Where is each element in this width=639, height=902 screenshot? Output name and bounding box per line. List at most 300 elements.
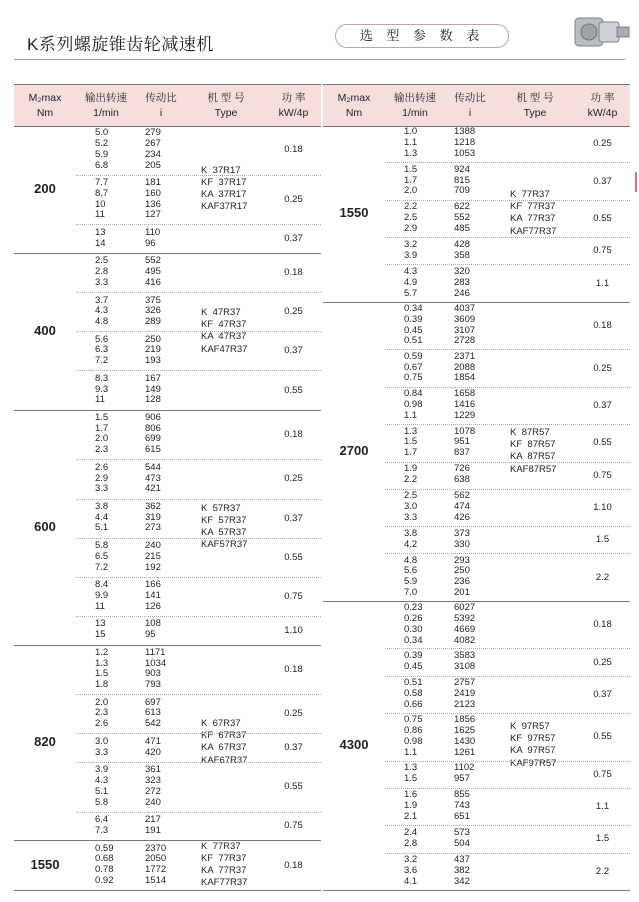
speed-values bbox=[95, 619, 135, 641]
speed-block bbox=[385, 489, 576, 527]
type-code: KF 97R57 bbox=[510, 733, 556, 745]
speed-block bbox=[76, 499, 267, 539]
ratio-values bbox=[454, 603, 498, 646]
model-group bbox=[14, 253, 321, 411]
speed-values bbox=[404, 651, 444, 673]
ratio-values bbox=[145, 374, 189, 406]
speed-block bbox=[76, 459, 267, 499]
ratio-value: 3107 bbox=[454, 324, 476, 336]
header-ratio-line: 传动比 bbox=[145, 91, 177, 104]
ratio-value: 837 bbox=[454, 447, 470, 459]
ratio-value: 2728 bbox=[454, 335, 476, 347]
power-value: 0.37 bbox=[266, 331, 321, 371]
power-value: 1.1 bbox=[575, 788, 630, 826]
speed-value: 1.7 bbox=[404, 174, 418, 186]
ratio-value: 126 bbox=[145, 600, 161, 612]
power-value: 0.75 bbox=[575, 462, 630, 490]
speed-value: 1.5 bbox=[404, 773, 418, 785]
ratio-values bbox=[145, 844, 189, 887]
ratio-values bbox=[454, 790, 498, 822]
speed-value: 1.9 bbox=[404, 800, 418, 812]
speed-value: 2.0 bbox=[404, 185, 418, 197]
power-value: 0.37 bbox=[575, 162, 630, 200]
model-group bbox=[323, 302, 630, 602]
speed-value: 7.2 bbox=[95, 561, 109, 573]
ratio-value: 382 bbox=[454, 864, 470, 876]
type-code: K 77R37 bbox=[510, 189, 550, 201]
power-value: 2.2 bbox=[595, 571, 610, 583]
ratio-value: 320 bbox=[454, 265, 470, 277]
speed-value: 0.98 bbox=[404, 735, 423, 747]
speed-value: 0.26 bbox=[404, 612, 423, 624]
ratio-values bbox=[454, 491, 498, 523]
ratio-value: 2419 bbox=[454, 688, 476, 700]
speed-values bbox=[95, 580, 135, 612]
ratio-values bbox=[454, 240, 498, 262]
speed-block bbox=[76, 733, 267, 763]
ratio-value: 192 bbox=[145, 561, 161, 573]
speed-value: 4.3 bbox=[95, 775, 109, 787]
speed-block bbox=[385, 553, 576, 601]
ratio-value: 903 bbox=[145, 668, 161, 680]
power-value: 1.1 bbox=[595, 277, 610, 289]
ratio-value: 149 bbox=[145, 383, 161, 395]
speed-value: 11 bbox=[95, 394, 105, 406]
ratio-values bbox=[454, 678, 498, 710]
header-ratio-line: 传动比 bbox=[454, 91, 486, 104]
ratio-values bbox=[145, 815, 189, 837]
ratio-value: 815 bbox=[454, 174, 470, 186]
speed-value: 2.6 bbox=[95, 718, 109, 730]
ratio-value: 1430 bbox=[454, 735, 476, 747]
speed-value: 1.3 bbox=[404, 148, 418, 160]
page-title: K系列螺旋锥齿轮减速机 bbox=[27, 35, 214, 54]
speed-value: 2.3 bbox=[95, 707, 109, 719]
speed-value: 5.6 bbox=[404, 565, 418, 577]
power-value: 1.5 bbox=[575, 526, 630, 554]
speed-value: 2.6 bbox=[95, 461, 109, 473]
ratio-value: 485 bbox=[454, 222, 470, 234]
ratio-value: 1625 bbox=[454, 725, 476, 737]
ratio-value: 697 bbox=[145, 696, 161, 708]
header-type-line: Type bbox=[523, 106, 547, 119]
ratio-value: 699 bbox=[145, 433, 161, 445]
type-code: KF 87R57 bbox=[510, 439, 556, 451]
header-type-line: 机 型 号 bbox=[516, 91, 554, 104]
power-value: 0.55 bbox=[575, 200, 630, 238]
header-speed-line: 1/min bbox=[93, 106, 119, 119]
power-value: 0.55 bbox=[575, 424, 630, 462]
ratio-value: 250 bbox=[145, 333, 161, 345]
speed-value: 4.8 bbox=[404, 554, 418, 566]
ratio-value: 638 bbox=[454, 474, 470, 486]
speed-values bbox=[404, 790, 444, 822]
power-value: 0.37 bbox=[266, 733, 321, 763]
speed-value: 6.8 bbox=[95, 159, 109, 171]
speed-value: 1.3 bbox=[95, 657, 109, 669]
power-value: 0.55 bbox=[266, 538, 321, 578]
ratio-value: 542 bbox=[145, 718, 161, 730]
ratio-values bbox=[145, 463, 189, 495]
model-group bbox=[14, 840, 321, 890]
ratio-value: 1034 bbox=[145, 657, 167, 669]
ratio-values bbox=[145, 541, 189, 573]
power-value: 0.75 bbox=[575, 237, 630, 265]
ratio-value: 1514 bbox=[145, 874, 167, 886]
ratio-value: 128 bbox=[145, 394, 161, 406]
speed-value: 3.8 bbox=[95, 500, 109, 512]
speed-value: 6.3 bbox=[95, 344, 109, 356]
speed-block bbox=[385, 462, 576, 490]
speed-value: 3.9 bbox=[404, 249, 418, 261]
speed-values bbox=[404, 202, 444, 234]
ratio-value: 924 bbox=[454, 163, 470, 175]
type-code: KA 97R57 bbox=[510, 745, 556, 757]
speed-block bbox=[385, 125, 576, 163]
ratio-value: 1078 bbox=[454, 425, 476, 437]
ratio-values bbox=[145, 178, 189, 221]
ratio-values bbox=[145, 580, 189, 612]
power-value: 1.5 bbox=[575, 825, 630, 853]
speed-value: 3.8 bbox=[404, 528, 418, 539]
ratio-value: 289 bbox=[145, 316, 161, 328]
type-code: KAF67R37 bbox=[201, 754, 248, 766]
speed-block bbox=[385, 676, 576, 714]
mmax-value: 200 bbox=[34, 181, 56, 197]
speed-values bbox=[95, 844, 135, 887]
power-value: 0.25 bbox=[266, 292, 321, 332]
header-power-line: 功 率 bbox=[590, 91, 615, 104]
speed-block bbox=[76, 331, 267, 371]
speed-value: 3.7 bbox=[95, 294, 109, 306]
ratio-value: 166 bbox=[145, 579, 161, 591]
speed-block bbox=[76, 224, 267, 253]
header-type-line: Type bbox=[214, 106, 238, 119]
ratio-value: 709 bbox=[454, 185, 470, 197]
mmax-value: 1550 bbox=[30, 857, 60, 873]
speed-value: 3.3 bbox=[95, 746, 109, 758]
mmax-value: 600 bbox=[34, 519, 56, 535]
power-value: 0.37 bbox=[266, 499, 321, 539]
ratio-values bbox=[454, 651, 498, 673]
speed-value: 1.7 bbox=[404, 447, 418, 459]
model-group bbox=[323, 125, 630, 303]
speed-block bbox=[76, 840, 267, 890]
power-value: 0.18 bbox=[575, 601, 630, 650]
side-marker bbox=[635, 172, 637, 192]
header-ratio-line: i bbox=[159, 106, 163, 119]
speed-values bbox=[95, 815, 135, 837]
power-value: 0.18 bbox=[266, 253, 321, 293]
speed-value: 3.6 bbox=[404, 864, 418, 876]
header-ratio bbox=[445, 85, 495, 126]
speed-value: 0.58 bbox=[404, 688, 423, 700]
type-code: K 77R37 bbox=[201, 840, 241, 852]
speed-values bbox=[404, 529, 444, 551]
ratio-value: 552 bbox=[145, 255, 161, 267]
speed-block bbox=[385, 825, 576, 853]
speed-value: 2.0 bbox=[95, 433, 109, 445]
ratio-value: 4669 bbox=[454, 623, 476, 635]
speed-value: 1.2 bbox=[95, 646, 109, 658]
speed-value: 4.1 bbox=[404, 875, 418, 887]
speed-block bbox=[385, 853, 576, 890]
ratio-value: 421 bbox=[145, 483, 161, 495]
speed-value: 3.3 bbox=[404, 511, 418, 523]
ratio-value: 181 bbox=[145, 177, 161, 188]
speed-value: 3.0 bbox=[95, 735, 109, 747]
speed-values bbox=[404, 267, 444, 299]
ratio-value: 95 bbox=[145, 629, 156, 641]
speed-value: 1.5 bbox=[95, 668, 109, 680]
speed-values bbox=[404, 127, 444, 159]
type-code: KA 77R37 bbox=[201, 865, 247, 877]
speed-value: 0.45 bbox=[404, 661, 423, 673]
speed-value: 8.4 bbox=[95, 579, 109, 591]
power-value: 0.25 bbox=[266, 694, 321, 734]
speed-value: 1.9 bbox=[404, 463, 418, 475]
speed-value: 1.0 bbox=[404, 126, 418, 138]
ratio-value: 3583 bbox=[454, 650, 476, 662]
speed-value: 9.3 bbox=[95, 383, 109, 395]
speed-values bbox=[95, 128, 135, 171]
ratio-value: 1229 bbox=[454, 409, 476, 421]
speed-value: 3.3 bbox=[95, 483, 109, 495]
speed-values bbox=[404, 240, 444, 262]
header-speed-line: 1/min bbox=[402, 106, 428, 119]
speed-value: 5.8 bbox=[95, 796, 109, 808]
type-code: K 37R17 bbox=[201, 164, 241, 176]
speed-values bbox=[95, 737, 135, 759]
power-value: 0.25 bbox=[266, 459, 321, 499]
ratio-value: 136 bbox=[145, 198, 161, 210]
ratio-value: 2371 bbox=[454, 350, 476, 362]
speed-value: 0.78 bbox=[95, 864, 114, 876]
ratio-value: 2123 bbox=[454, 698, 476, 710]
speed-values bbox=[404, 427, 444, 459]
speed-value: 0.86 bbox=[404, 725, 423, 737]
model-group bbox=[14, 645, 321, 842]
speed-value: 0.68 bbox=[95, 853, 114, 865]
speed-value: 10 bbox=[95, 198, 106, 210]
ratio-values bbox=[145, 765, 189, 808]
ratio-values bbox=[145, 256, 189, 288]
speed-value: 2.5 bbox=[404, 490, 418, 502]
speed-values bbox=[95, 296, 135, 328]
ratio-value: 215 bbox=[145, 550, 161, 562]
speed-block bbox=[385, 387, 576, 425]
type-code: KAF77R37 bbox=[510, 225, 557, 237]
speed-block bbox=[76, 175, 267, 226]
ratio-value: 1171 bbox=[145, 646, 166, 658]
ratio-value: 279 bbox=[145, 127, 161, 139]
type-code: KA 47R37 bbox=[201, 331, 247, 343]
speed-values bbox=[404, 763, 444, 785]
header-type bbox=[495, 85, 575, 126]
speed-value: 0.30 bbox=[404, 623, 423, 635]
power-value: 0.18 bbox=[575, 302, 630, 351]
speed-value: 0.34 bbox=[404, 634, 423, 646]
ratio-values bbox=[145, 296, 189, 328]
ratio-value: 1416 bbox=[454, 399, 476, 411]
ratio-value: 474 bbox=[454, 501, 470, 513]
speed-value: 2.5 bbox=[95, 255, 109, 267]
speed-block bbox=[385, 200, 576, 238]
header-speed bbox=[385, 85, 445, 126]
speed-value: 7.3 bbox=[95, 824, 109, 836]
speed-value: 5.9 bbox=[95, 148, 109, 160]
power-value: 0.25 bbox=[575, 648, 630, 676]
speed-value: 0.51 bbox=[404, 335, 423, 347]
header-power-line: kW/4p bbox=[587, 106, 618, 119]
type-code: KA 77R37 bbox=[510, 213, 556, 225]
speed-block bbox=[385, 162, 576, 200]
ratio-values bbox=[145, 737, 189, 759]
speed-block bbox=[76, 253, 267, 293]
header-mmax-line: Nm bbox=[36, 106, 54, 119]
speed-value: 1.3 bbox=[404, 762, 418, 774]
power-value: 0.37 bbox=[575, 387, 630, 425]
speed-value: 1.6 bbox=[404, 789, 418, 801]
speed-value: 2.4 bbox=[404, 827, 418, 839]
speed-value: 0.39 bbox=[404, 650, 423, 662]
ratio-value: 743 bbox=[454, 800, 470, 812]
speed-value: 1.5 bbox=[404, 163, 418, 175]
mmax-value: 1550 bbox=[339, 205, 369, 221]
speed-values bbox=[404, 828, 444, 850]
speed-value: 2.8 bbox=[404, 837, 418, 849]
power-value: 0.75 bbox=[284, 820, 303, 832]
ratio-values bbox=[145, 413, 189, 456]
header-mmax-line: M₂max bbox=[28, 91, 62, 104]
power-value: 0.75 bbox=[575, 761, 630, 789]
power-value: 0.55 bbox=[266, 762, 321, 813]
ratio-value: 1261 bbox=[454, 746, 476, 758]
ratio-value: 906 bbox=[145, 411, 161, 423]
speed-block bbox=[76, 694, 267, 734]
header-power-line: 功 率 bbox=[281, 91, 306, 104]
speed-value: 0.92 bbox=[95, 874, 114, 886]
ratio-value: 240 bbox=[145, 796, 161, 808]
ratio-value: 437 bbox=[454, 854, 470, 866]
header-type bbox=[186, 85, 266, 126]
type-code: KAF97R57 bbox=[510, 757, 557, 769]
ratio-value: 5392 bbox=[454, 612, 476, 624]
speed-values bbox=[95, 541, 135, 573]
speed-block bbox=[385, 302, 576, 351]
type-code: KF 77R37 bbox=[510, 201, 556, 213]
ratio-values bbox=[145, 619, 189, 641]
speed-values bbox=[95, 413, 135, 456]
type-code: K 57R37 bbox=[201, 502, 241, 514]
speed-value: 6.5 bbox=[95, 550, 109, 562]
ratio-values bbox=[145, 228, 189, 250]
ratio-value: 273 bbox=[145, 522, 161, 534]
mmax-value: 4300 bbox=[339, 737, 369, 753]
ratio-value: 544 bbox=[145, 461, 161, 473]
speed-values bbox=[95, 178, 135, 221]
speed-values bbox=[404, 715, 444, 758]
speed-value: 4.3 bbox=[404, 265, 418, 277]
speed-value: 8.7 bbox=[95, 187, 109, 199]
type-code: K 97R57 bbox=[510, 721, 550, 733]
power-value: 0.25 bbox=[575, 125, 630, 163]
speed-value: 7.0 bbox=[404, 587, 418, 598]
header-ratio-line: i bbox=[468, 106, 472, 119]
speed-values bbox=[95, 648, 135, 691]
speed-block bbox=[76, 645, 267, 696]
ratio-value: 4037 bbox=[454, 302, 476, 314]
speed-block bbox=[76, 538, 267, 578]
speed-value: 4.3 bbox=[95, 305, 109, 317]
ratio-value: 236 bbox=[454, 576, 470, 588]
speed-value: 13 bbox=[95, 618, 106, 630]
type-code: KF 77R37 bbox=[201, 852, 247, 864]
ratio-value: 1856 bbox=[454, 714, 476, 726]
speed-value: 0.39 bbox=[404, 313, 423, 325]
power-value: 0.18 bbox=[266, 125, 321, 176]
ratio-values bbox=[454, 763, 498, 785]
power-value: 2.2 bbox=[595, 865, 610, 877]
ratio-value: 1102 bbox=[454, 762, 475, 774]
speed-value: 0.98 bbox=[404, 399, 423, 411]
header-mmax bbox=[323, 85, 385, 126]
ratio-value: 1388 bbox=[454, 126, 476, 138]
speed-value: 5.2 bbox=[95, 138, 109, 150]
ratio-value: 108 bbox=[145, 618, 161, 630]
ratio-value: 495 bbox=[145, 266, 161, 278]
speed-value: 0.59 bbox=[404, 350, 423, 362]
speed-values bbox=[95, 335, 135, 367]
speed-values bbox=[95, 765, 135, 808]
speed-value: 0.34 bbox=[404, 302, 423, 314]
ratio-value: 622 bbox=[454, 201, 470, 213]
ratio-value: 342 bbox=[454, 875, 470, 887]
ratio-values bbox=[145, 335, 189, 367]
ratio-values bbox=[454, 464, 498, 486]
speed-value: 1.8 bbox=[95, 679, 109, 691]
speed-block bbox=[76, 125, 267, 176]
ratio-value: 416 bbox=[145, 276, 161, 288]
ratio-value: 573 bbox=[454, 827, 470, 839]
ratio-value: 326 bbox=[145, 305, 161, 317]
ratio-values bbox=[145, 648, 189, 691]
type-code: KA 37R17 bbox=[201, 189, 247, 201]
ratio-value: 373 bbox=[454, 528, 470, 539]
ratio-value: 127 bbox=[145, 209, 161, 221]
header-type-line: 机 型 号 bbox=[207, 91, 245, 104]
ratio-value: 110 bbox=[145, 226, 161, 238]
ratio-value: 504 bbox=[454, 837, 470, 849]
type-code: KA 67R37 bbox=[201, 742, 247, 754]
ratio-value: 471 bbox=[145, 735, 161, 747]
selection-table-badge: 选 型 参 数 表 bbox=[335, 24, 509, 48]
ratio-value: 951 bbox=[454, 436, 470, 448]
type-code: KAF37R17 bbox=[201, 201, 248, 213]
model-group bbox=[323, 601, 630, 890]
panel-bottom-rule bbox=[323, 890, 630, 891]
speed-values bbox=[404, 389, 444, 421]
speed-values bbox=[404, 304, 444, 347]
ratio-value: 323 bbox=[145, 775, 161, 787]
mmax-value: 2700 bbox=[339, 443, 369, 459]
ratio-value: 420 bbox=[145, 746, 161, 758]
speed-value: 5.7 bbox=[404, 287, 418, 299]
type-code: K 87R57 bbox=[510, 426, 550, 438]
ratio-value: 193 bbox=[145, 355, 161, 367]
speed-values bbox=[404, 464, 444, 486]
ratio-values bbox=[454, 556, 498, 599]
